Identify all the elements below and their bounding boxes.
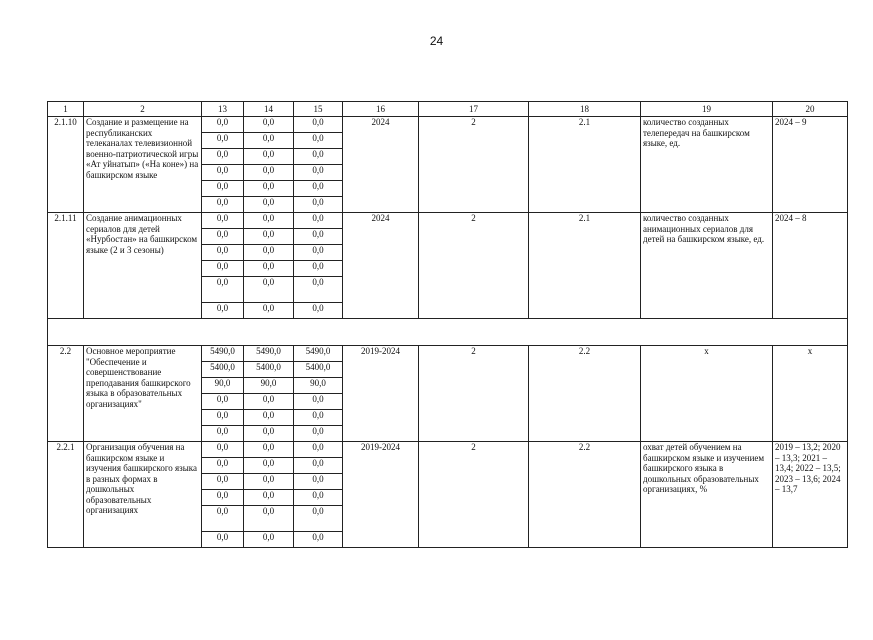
value-cell: 0,0 <box>244 229 294 245</box>
value-cell: 0,0 <box>202 245 244 261</box>
row-col20: 2024 – 8 <box>773 213 848 319</box>
header-cell: 16 <box>343 102 419 117</box>
row-col16: 2024 <box>343 213 419 319</box>
value-cell: 90,0 <box>294 378 343 394</box>
header-row <box>48 102 848 117</box>
row-col17: 2 <box>419 117 529 213</box>
header-cell: 15 <box>294 102 343 117</box>
value-cell: 0,0 <box>294 506 343 532</box>
value-cell: 0,0 <box>202 442 244 458</box>
row-col16: 2019-2024 <box>343 442 419 548</box>
value-cell: 0,0 <box>294 133 343 149</box>
value-cell: 0,0 <box>202 474 244 490</box>
value-cell: 0,0 <box>202 229 244 245</box>
row-col20: 2024 – 9 <box>773 117 848 213</box>
value-cell: 0,0 <box>294 277 343 303</box>
header-cell: 20 <box>773 102 848 117</box>
row-col17: 2 <box>419 346 529 442</box>
page-number: 24 <box>429 34 444 48</box>
row-code: 2.2.1 <box>48 442 84 548</box>
row-col18: 2.1 <box>529 213 641 319</box>
value-cell: 0,0 <box>294 394 343 410</box>
value-cell: 0,0 <box>244 213 294 229</box>
header-cell: 18 <box>529 102 641 117</box>
table-row <box>48 213 848 229</box>
value-cell: 0,0 <box>202 277 244 303</box>
value-cell: 5490,0 <box>294 346 343 362</box>
value-cell: 0,0 <box>202 303 244 319</box>
value-cell: 0,0 <box>244 532 294 548</box>
header-cell: 17 <box>419 102 529 117</box>
value-cell: 0,0 <box>244 197 294 213</box>
value-cell: 0,0 <box>294 181 343 197</box>
row-name: Основное мероприятие "Обеспечение и совершенствование преподавания башкирского языка в образовательных организациях" <box>84 346 202 442</box>
value-cell: 0,0 <box>244 149 294 165</box>
value-cell: 0,0 <box>202 532 244 548</box>
header-cell: 14 <box>244 102 294 117</box>
row-col16: 2024 <box>343 117 419 213</box>
row-col17: 2 <box>419 213 529 319</box>
value-cell: 0,0 <box>202 261 244 277</box>
value-cell: 0,0 <box>244 442 294 458</box>
value-cell: 90,0 <box>202 378 244 394</box>
value-cell: 0,0 <box>294 303 343 319</box>
row-code: 2.1.10 <box>48 117 84 213</box>
value-cell: 0,0 <box>244 117 294 133</box>
row-name: Создание анимационных сериалов для детей «Нурбостан» на башкирском языке (2 и 3 сезоны) <box>84 213 202 319</box>
value-cell: 0,0 <box>202 117 244 133</box>
row-col18: 2.2 <box>529 346 641 442</box>
value-cell: 5490,0 <box>202 346 244 362</box>
header-cell: 19 <box>641 102 773 117</box>
value-cell: 0,0 <box>244 506 294 532</box>
value-cell: 0,0 <box>244 303 294 319</box>
value-cell: 0,0 <box>244 490 294 506</box>
value-cell: 0,0 <box>244 426 294 442</box>
value-cell: 0,0 <box>294 426 343 442</box>
table-row <box>48 117 848 133</box>
value-cell: 0,0 <box>294 410 343 426</box>
value-cell: 0,0 <box>294 165 343 181</box>
row-col19: количество созданных телепередач на башкирском языке, ед. <box>641 117 773 213</box>
value-cell: 0,0 <box>294 474 343 490</box>
row-col18: 2.1 <box>529 117 641 213</box>
value-cell: 0,0 <box>244 245 294 261</box>
value-cell: 0,0 <box>294 261 343 277</box>
value-cell: 0,0 <box>294 117 343 133</box>
value-cell: 0,0 <box>202 149 244 165</box>
header-cell: 2 <box>84 102 202 117</box>
value-cell: 0,0 <box>294 458 343 474</box>
value-cell: 90,0 <box>244 378 294 394</box>
program-table <box>47 101 848 548</box>
value-cell: 0,0 <box>244 181 294 197</box>
table-row <box>48 442 848 458</box>
row-col19: охват детей обучением на башкирском языке и изучением башкирского языка в дошкольных образовательных организациях, % <box>641 442 773 548</box>
value-cell: 0,0 <box>294 442 343 458</box>
value-cell: 0,0 <box>202 458 244 474</box>
value-cell: 0,0 <box>244 458 294 474</box>
value-cell: 0,0 <box>294 229 343 245</box>
value-cell: 0,0 <box>202 133 244 149</box>
value-cell: 0,0 <box>202 490 244 506</box>
row-code: 2.1.11 <box>48 213 84 319</box>
table-row <box>48 346 848 362</box>
separator-cell <box>48 319 848 346</box>
separator-row <box>48 319 848 346</box>
value-cell: 0,0 <box>202 181 244 197</box>
value-cell: 0,0 <box>244 394 294 410</box>
header-cell: 1 <box>48 102 84 117</box>
header-cell: 13 <box>202 102 244 117</box>
value-cell: 0,0 <box>294 197 343 213</box>
row-name: Организация обучения на башкирском языке и изучения башкирского языка в разных формах в дошкольных образовательных организациях <box>84 442 202 548</box>
row-col19: количество созданных анимационных сериалов для детей на башкирском языке, ед. <box>641 213 773 319</box>
value-cell: 0,0 <box>202 410 244 426</box>
value-cell: 0,0 <box>202 426 244 442</box>
value-cell: 5490,0 <box>244 346 294 362</box>
value-cell: 0,0 <box>294 245 343 261</box>
value-cell: 0,0 <box>202 197 244 213</box>
value-cell: 0,0 <box>244 261 294 277</box>
row-col19: х <box>641 346 773 442</box>
row-col20: 2019 – 13,2; 2020 – 13,3; 2021 – 13,4; 2022 – 13,5; 2023 – 13,6; 2024 – 13,7 <box>773 442 848 548</box>
value-cell: 0,0 <box>202 394 244 410</box>
value-cell: 0,0 <box>244 133 294 149</box>
row-name: Создание и размещение на республиканских телеканалах телевизионной военно-патриотической игры «Ат уйнатып» («На коне») на башкирском языке <box>84 117 202 213</box>
value-cell: 0,0 <box>294 213 343 229</box>
row-code: 2.2 <box>48 346 84 442</box>
value-cell: 0,0 <box>244 165 294 181</box>
value-cell: 0,0 <box>202 165 244 181</box>
value-cell: 0,0 <box>202 506 244 532</box>
value-cell: 5400,0 <box>202 362 244 378</box>
row-col18: 2.2 <box>529 442 641 548</box>
value-cell: 0,0 <box>202 213 244 229</box>
value-cell: 0,0 <box>244 277 294 303</box>
row-col16: 2019-2024 <box>343 346 419 442</box>
row-col20: х <box>773 346 848 442</box>
value-cell: 0,0 <box>244 474 294 490</box>
value-cell: 5400,0 <box>294 362 343 378</box>
value-cell: 0,0 <box>244 410 294 426</box>
value-cell: 0,0 <box>294 532 343 548</box>
row-col17: 2 <box>419 442 529 548</box>
value-cell: 0,0 <box>294 490 343 506</box>
value-cell: 0,0 <box>294 149 343 165</box>
value-cell: 5400,0 <box>244 362 294 378</box>
